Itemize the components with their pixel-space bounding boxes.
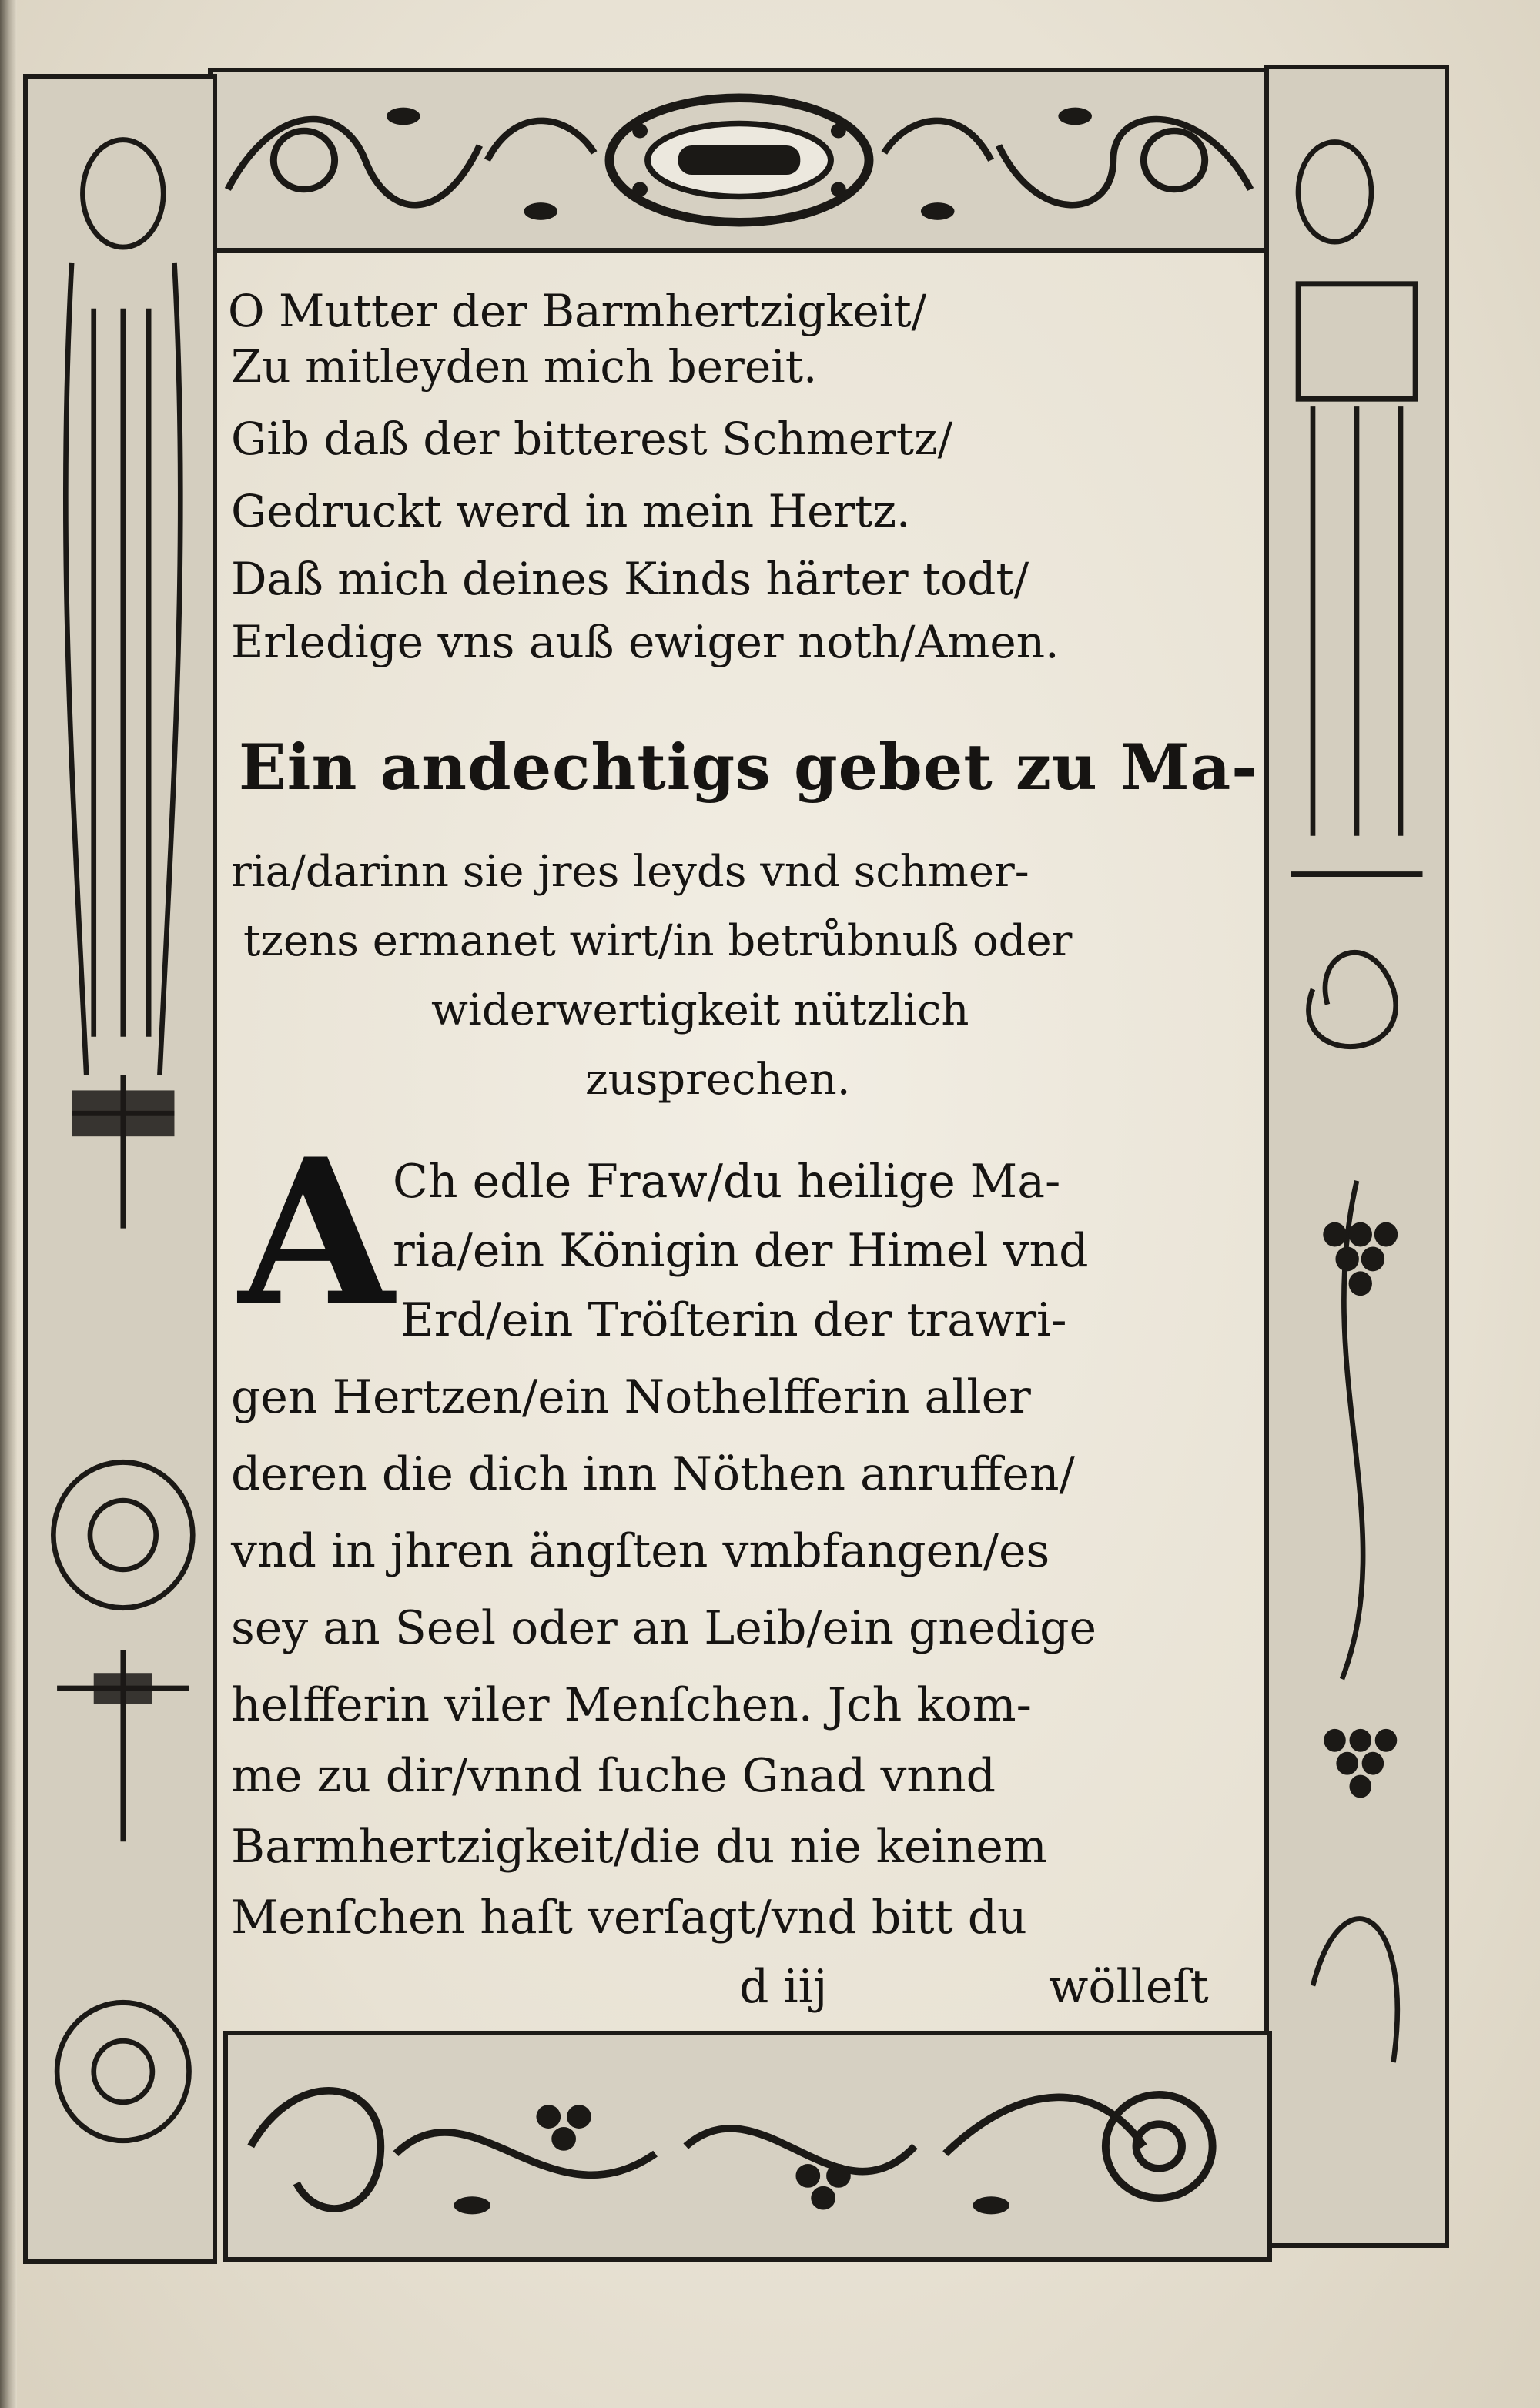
body-line: helfferin viler Menſchen. Jch kom- [231, 1678, 1032, 1732]
woodcut-border-left [23, 74, 217, 2264]
body-line: me zu dir/vnnd ſuche Gnad vnnd [231, 1749, 996, 1803]
body-line: vnd in jhren ängſten vmbfangen/es [231, 1524, 1050, 1578]
section-heading-line: widerwertigkeit nützlich [431, 985, 969, 1035]
catchword: wölleſt [1049, 1960, 1209, 2014]
page-edge [0, 0, 17, 2408]
body-line: Erd/ein Tröſterin der trawri- [400, 1293, 1067, 1347]
body-line: Ch edle Fraw/du heilige Ma- [393, 1155, 1061, 1209]
prayer-line: Daß mich deines Kinds härter todt/ [231, 553, 1029, 605]
body-line: gen Hertzen/ein Nothelfferin aller [231, 1370, 1031, 1424]
section-heading: Ein andechtigs gebet zu Ma- [239, 731, 1258, 804]
section-heading-line: tzens ermanet wirt/in betrůbnuß oder [243, 916, 1073, 966]
signature-mark: d iij [739, 1960, 828, 2014]
body-line: Barmhertzigkeit/die du nie keinem [231, 1820, 1047, 1874]
woodcut-border-right [1264, 65, 1449, 2248]
drop-initial: A [239, 1115, 394, 1350]
woodcut-border-bottom [223, 2031, 1272, 2262]
prayer-line: Gedruckt werd in mein Hertz. [231, 485, 911, 537]
body-line: Menſchen haſt verſagt/vnd bitt du [231, 1891, 1027, 1945]
prayer-line: Gib daß der bitterest Schmertz/ [231, 413, 953, 465]
body-line: sey an Seel oder an Leib/ein gnedige [231, 1601, 1097, 1655]
prayer-line: Erledige vns auß ewiger noth/Amen. [231, 616, 1060, 668]
section-heading-line: zusprechen. [585, 1055, 851, 1105]
section-heading-line: ria/darinn sie jres leyds vnd schmer- [231, 847, 1029, 897]
prayer-line: O Mutter der Barmhertzigkeit/ [228, 285, 927, 337]
body-line: ria/ein Königin der Himel vnd [393, 1224, 1089, 1278]
body-line: deren die dich inn Nöthen anruffen/ [231, 1447, 1075, 1501]
prayer-line: Zu mitleyden mich bereit. [231, 340, 818, 393]
woodcut-border-top [208, 68, 1270, 253]
